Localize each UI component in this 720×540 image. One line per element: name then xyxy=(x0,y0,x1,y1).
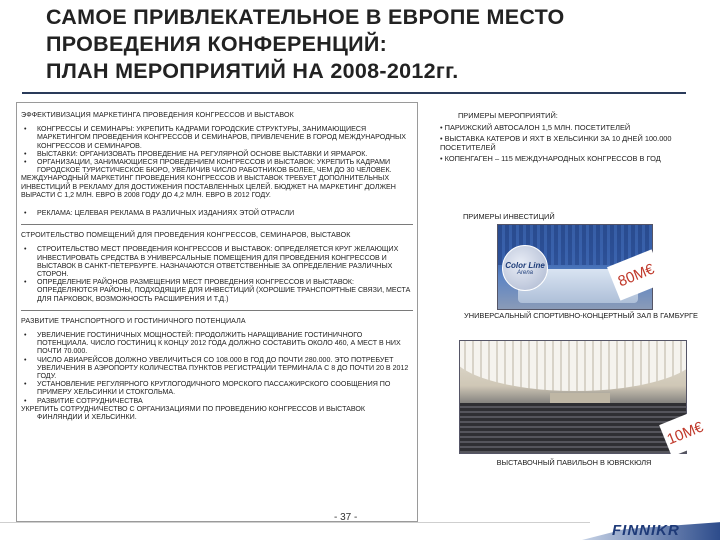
events-examples xyxy=(440,111,690,165)
section-transport-heading: РАЗВИТИЕ ТРАНСПОРТНОГО И ГОСТИНИЧНОГО ПОТЕНЦИАЛА xyxy=(21,316,246,325)
list-item: • ЧИСЛО АВИАРЕЙСОВ ДОЛЖНО УВЕЛИЧИТЬСЯ СО 108.000 В ГОД ДО ПОЧТИ 280.000. ЭТО ПОТРЕБУЕТ УВЕЛИЧЕНИЯ В АЭРОПОРТУ КОЛИЧЕСТВА ПУНКТОВ РЕГИСТРАЦИИ ТЕРМИНАЛА С 8 ДО ПОЧТИ 20 В 2012 ГОДУ. xyxy=(21,356,413,381)
list-item: • РЕКЛАМА: ЦЕЛЕВАЯ РЕКЛАМА В РАЗЛИЧНЫХ ИЗДАНИЯХ ЭТОЙ ОТРАСЛИ xyxy=(21,209,413,217)
pavilion-roof xyxy=(459,340,687,391)
events-title: ПРИМЕРЫ МЕРОПРИЯТИЙ: xyxy=(458,111,558,120)
marketing-budget-paragraph: МЕЖДУНАРОДНЫЙ МАРКЕТИНГ ПРОВЕДЕНИЯ КОНГРЕССОВ И ВЫСТАВОК ТРЕБУЕТ ДОПОЛНИТЕЛЬНЫХ ИНВЕСТИЦИЙ В РЕКЛАМУ ДЛЯ ДОСТИЖЕНИЯ ПОСТАВЛЕННЫХ ЦЕЛЕЙ. БЮДЖЕТ НА МАРКЕТИНГ ДОЛЖЕН ВЫРАСТИ С 1,2 МЛН. ЕВРО В 2008 ГОДУ ДО 4,2 МЛН. ЕВРО В 2012 ГОДУ. xyxy=(21,174,396,199)
arena-caption: УНИВЕРСАЛЬНЫЙ СПОРТИВНО-КОНЦЕРТНЫЙ ЗАЛ В ГАМБУРГЕ xyxy=(464,311,698,320)
footer-rule xyxy=(0,522,590,523)
section-marketing-list xyxy=(21,125,413,174)
slide-title xyxy=(46,4,686,85)
divider xyxy=(21,310,413,311)
event-item: • ВЫСТАВКА КАТЕРОВ И ЯХТ В ХЕЛЬСИНКИ ЗА 10 ДНЕЙ 100.000 ПОСЕТИТЕЛЕЙ xyxy=(440,134,672,152)
pavilion-investment-amount: 10М€ xyxy=(659,409,711,456)
pavilion-caption: ВЫСТАВОЧНЫЙ ПАВИЛЬОН В ЮВЯСКЮЛЯ xyxy=(496,458,652,467)
arena-logo xyxy=(502,245,548,291)
brand-logo xyxy=(582,508,720,540)
pavilion-seats xyxy=(460,403,687,454)
list-item: • УСТАНОВЛЕНИЕ РЕГУЛЯРНОГО КРУГЛОГОДИЧНОГО МОРСКОГО ПАССАЖИРСКОГО СООБЩЕНИЯ ПО ПРИМЕРУ ХЕЛЬСИНКИ И СТОКГОЛЬМА. xyxy=(21,380,413,396)
list-item: • УВЕЛИЧЕНИЕ ГОСТИНИЧНЫХ МОЩНОСТЕЙ: ПРОДОЛЖИТЬ НАРАЩИВАНИЕ ГОСТИНИЧНОГО ПОТЕНЦИАЛА. ЧИСЛО ГОСТИНИЦ К КОНЦУ 2012 ГОДА ДОЛЖНО СОСТАВИТЬ ОКОЛО 460, А МЕСТ В НИХ ПОЧТИ 70.000. xyxy=(21,331,413,356)
title-line-3: ПЛАН МЕРОПРИЯТИЙ НА 2008-2012гг. xyxy=(46,59,459,83)
cooperation-line-2: ФИНЛЯНДИИ И ХЕЛЬСИНКИ. xyxy=(37,413,137,422)
event-item: • КОПЕНГАГЕН – 115 МЕЖДУНАРОДНЫХ КОНГРЕССОВ В ГОД xyxy=(440,154,661,163)
title-line-2: ПРОВЕДЕНИЯ КОНФЕРЕНЦИЙ: xyxy=(46,32,388,56)
title-line-1: САМОЕ ПРИВЛЕКАТЕЛЬНОЕ В ЕВРОПЕ МЕСТО xyxy=(46,5,565,29)
cooperation-line: УКРЕПИТЬ СОТРУДНИЧЕСТВО С ОРГАНИЗАЦИЯМИ ПО ПРОВЕДЕНИЮ КОНГРЕССОВ И ВЫСТАВОК xyxy=(21,404,366,413)
pavilion-photo xyxy=(459,340,687,454)
page-number: - 37 - xyxy=(334,512,358,523)
event-item: • ПАРИЖСКИЙ АВТОСАЛОН 1,5 МЛН. ПОСЕТИТЕЛЕЙ xyxy=(440,123,631,132)
list-item: • ОРГАНИЗАЦИИ, ЗАНИМАЮЩИЕСЯ ПРОВЕДЕНИЕМ КОНГРЕССОВ И ВЫСТАВОК: УКРЕПИТЬ КАДРАМИ ГОРОДСКОЕ ТУРИСТИЧЕСКОЕ БЮРО, УВЕЛИЧИВ ЧИСЛО РАБОТНИКОВ БОЛЕЕ, ЧЕМ ДО 30 ЧЕЛОВЕК. xyxy=(21,158,413,174)
divider xyxy=(21,224,413,225)
list-item: • ОПРЕДЕЛЕНИЕ РАЙОНОВ РАЗМЕЩЕНИЯ МЕСТ ПРОВЕДЕНИЯ КОНГРЕССОВ И ВЫСТАВОК: ОПРЕДЕЛЯЮТСЯ РАЙОНЫ, ПОДХОДЯЩИЕ ДЛЯ ИНВЕСТИЦИЙ (ХОРОШИЕ ТРАНСПОРТНЫЕ СВЯЗИ, МЕСТА ДЛЯ ПАРКОВОК, ВОЗМОЖНОСТЬ РАСШИРЕНИЯ И Т.Д.) xyxy=(21,278,413,303)
section-construction-heading: СТРОИТЕЛЬСТВО ПОМЕЩЕНИЙ ДЛЯ ПРОВЕДЕНИЯ КОНГРЕССОВ, СЕМИНАРОВ, ВЫСТАВОК xyxy=(21,231,351,240)
list-item: • ВЫСТАВКИ: ОРГАНИЗОВАТЬ ПРОВЕДЕНИЕ НА РЕГУЛЯРНОЙ ОСНОВЕ ВЫСТАВКИ И ЯРМАРОК. xyxy=(21,150,413,158)
brand-wordmark: FINNIKR xyxy=(612,522,680,539)
title-divider xyxy=(22,92,686,94)
section-construction-list xyxy=(21,245,413,302)
arena-logo-subtext: Arena xyxy=(516,269,533,276)
investments-title: ПРИМЕРЫ ИНВЕСТИЦИЙ xyxy=(463,212,555,221)
list-item: • КОНГРЕССЫ И СЕМИНАРЫ: УКРЕПИТЬ КАДРАМИ ГОРОДСКИЕ СТРУКТУРЫ, ЗАНИМАЮЩИЕСЯ МАРКЕТИНГОМ ПРОВЕДЕНИЯ КОНГРЕССОВ И СЕМИНАРОВ, ПРИВЛЕЧЕНИЕ В ГОРОД МЕЖДУНАРОДНЫХ КОНГРЕССОВ И СЕМИНАРОВ. xyxy=(21,125,413,150)
section-transport-list xyxy=(21,331,413,405)
arena-investment-amount: 80М€ xyxy=(607,249,665,300)
list-item: • СТРОИТЕЛЬСТВО МЕСТ ПРОВЕДЕНИЯ КОНГРЕССОВ И ВЫСТАВОК: ОПРЕДЕЛЯЕТСЯ КРУГ ЖЕЛАЮЩИХ ИНВЕСТИРОВАТЬ СРЕДСТВА В УНИВЕРСАЛЬНЫЕ ПОМЕЩЕНИЯ ДЛЯ ПРОВЕДЕНИЯ КОНГРЕССОВ И ВЫСТАВОК В САНКТ-ПЕТЕРБУРГЕ. НАЗНАЧАЮТСЯ ОТВЕТСТВЕННЫЕ ЗА ОПРЕДЕЛЕНИЕ РАЗЛИЧНЫХ СТОРОН. xyxy=(21,245,413,278)
list-item: • РАЗВИТИЕ СОТРУДНИЧЕСТВА xyxy=(21,397,413,405)
plan-text-panel xyxy=(16,102,418,522)
arena-logo-text: Color Line xyxy=(505,260,545,270)
section-marketing-heading: ЭФФЕКТИВИЗАЦИЯ МАРКЕТИНГА ПРОВЕДЕНИЯ КОНГРЕССОВ И ВЫСТАВОК xyxy=(21,111,294,119)
section-marketing-list-2 xyxy=(21,209,413,217)
